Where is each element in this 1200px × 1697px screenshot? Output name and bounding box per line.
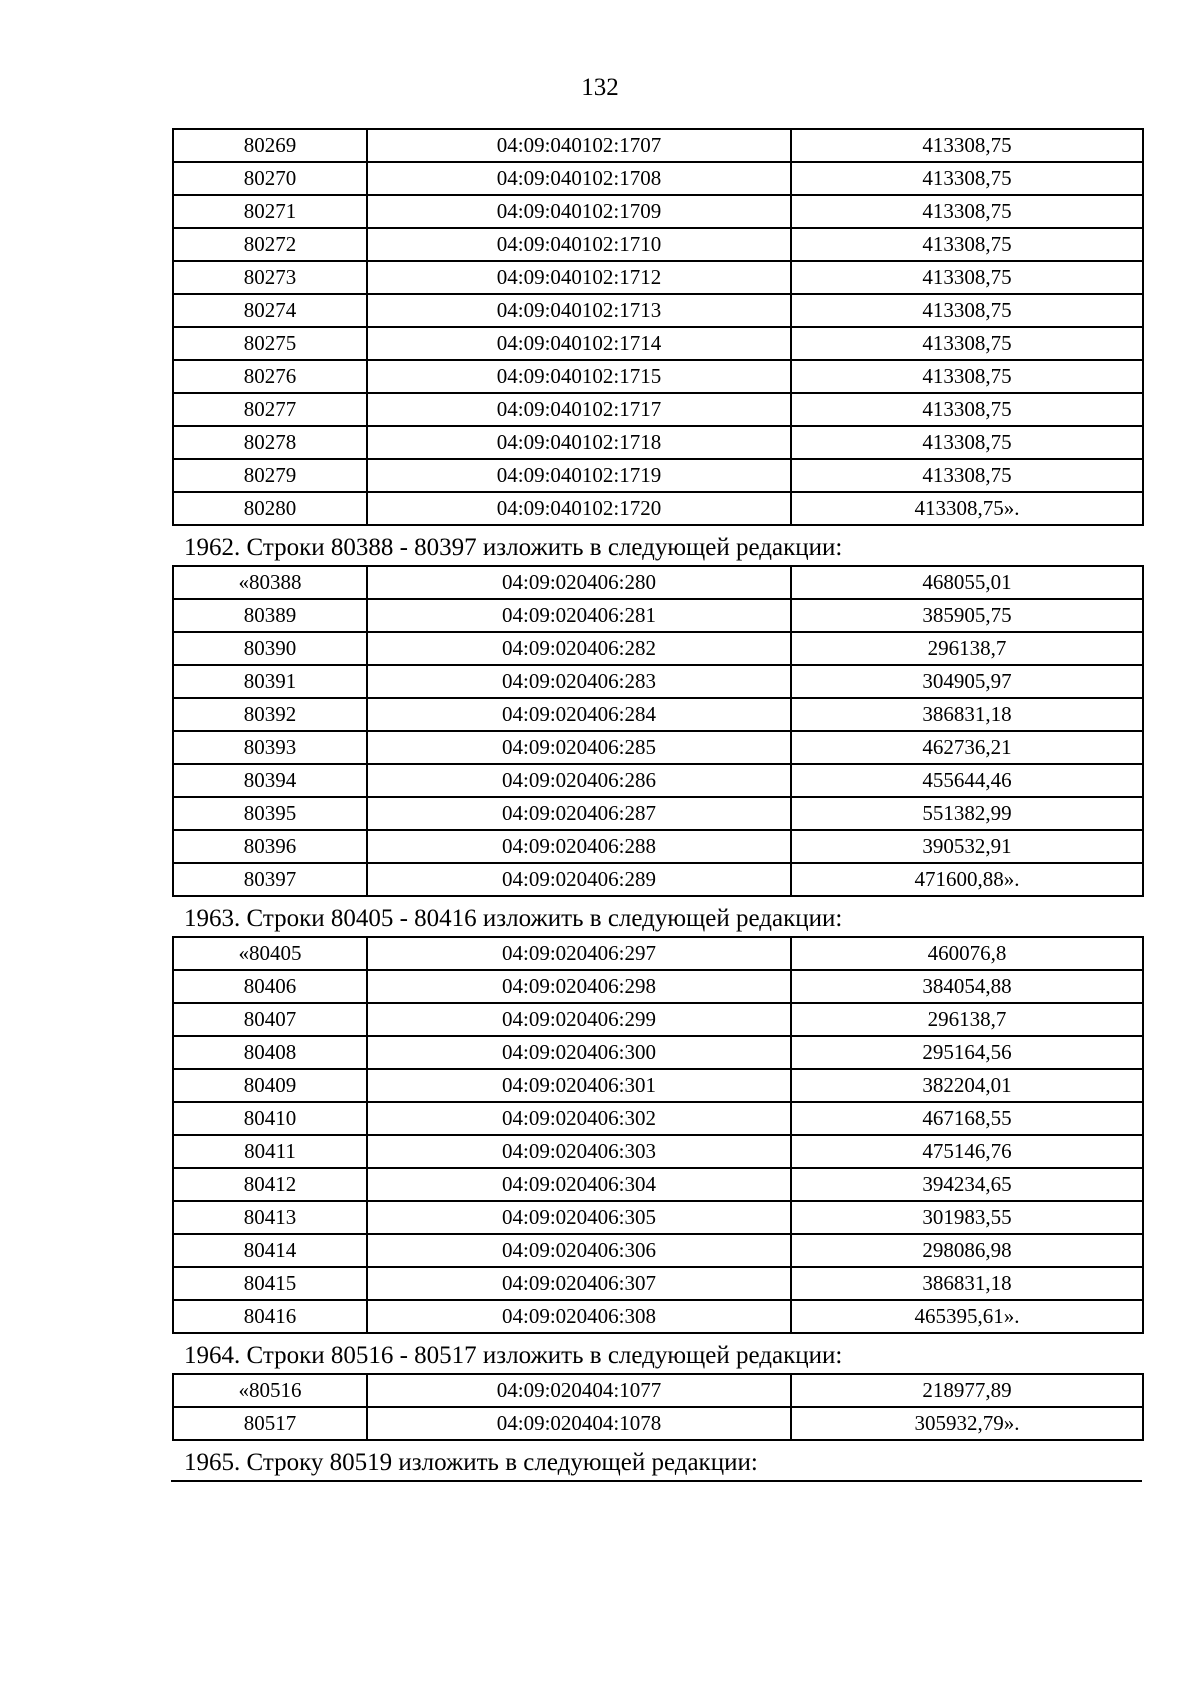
value-cell: 298086,98 [791, 1234, 1143, 1267]
table-row [173, 162, 1143, 195]
table-row [173, 698, 1143, 731]
data-table [172, 1373, 1144, 1441]
value-cell: 471600,88». [791, 863, 1143, 896]
row-number-cell: 80406 [173, 970, 367, 1003]
cadastral-number-cell: 04:09:020406:283 [367, 665, 791, 698]
value-cell: 301983,55 [791, 1201, 1143, 1234]
value-cell: 413308,75 [791, 294, 1143, 327]
cadastral-number-cell: 04:09:020406:282 [367, 632, 791, 665]
page-number: 132 [581, 74, 619, 101]
value-cell: 467168,55 [791, 1102, 1143, 1135]
table-row [173, 1102, 1143, 1135]
table-row [173, 797, 1143, 830]
row-number-cell: «80405 [173, 937, 367, 970]
row-number-cell: 80416 [173, 1300, 367, 1333]
value-cell: 295164,56 [791, 1036, 1143, 1069]
cadastral-number-cell: 04:09:040102:1710 [367, 228, 791, 261]
value-cell: 475146,76 [791, 1135, 1143, 1168]
row-number-cell: 80391 [173, 665, 367, 698]
row-number-cell: 80410 [173, 1102, 367, 1135]
cadastral-number-cell: 04:09:020406:305 [367, 1201, 791, 1234]
value-cell: 413308,75 [791, 228, 1143, 261]
table-row [173, 129, 1143, 162]
row-number-cell: 80415 [173, 1267, 367, 1300]
cadastral-number-cell: 04:09:020406:297 [367, 937, 791, 970]
cadastral-number-cell: 04:09:020406:306 [367, 1234, 791, 1267]
table-row [173, 937, 1143, 970]
table-row [173, 1407, 1143, 1440]
table-row [173, 1168, 1143, 1201]
row-number-cell: 80272 [173, 228, 367, 261]
row-number-cell: 80408 [173, 1036, 367, 1069]
row-number-cell: 80270 [173, 162, 367, 195]
table-row [173, 228, 1143, 261]
row-number-cell: 80414 [173, 1234, 367, 1267]
value-cell: 296138,7 [791, 1003, 1143, 1036]
value-cell: 413308,75 [791, 162, 1143, 195]
value-cell: 296138,7 [791, 632, 1143, 665]
table-row [173, 970, 1143, 1003]
table-row [173, 1300, 1143, 1333]
table-row [173, 492, 1143, 525]
section-heading: 1962. Строки 80388 - 80397 изложить в следующей редакции: [184, 534, 843, 561]
value-cell: 551382,99 [791, 797, 1143, 830]
row-number-cell: 80274 [173, 294, 367, 327]
cadastral-number-cell: 04:09:020406:289 [367, 863, 791, 896]
table-row [173, 294, 1143, 327]
value-cell: 386831,18 [791, 698, 1143, 731]
data-table [172, 128, 1144, 526]
table-row [173, 261, 1143, 294]
section-heading: 1965. Строку 80519 изложить в следующей редакции: [171, 1441, 1142, 1482]
value-cell: 413308,75 [791, 327, 1143, 360]
value-cell: 460076,8 [791, 937, 1143, 970]
table-row [173, 830, 1143, 863]
row-number-cell: 80269 [173, 129, 367, 162]
row-number-cell: 80409 [173, 1069, 367, 1102]
value-cell: 386831,18 [791, 1267, 1143, 1300]
row-number-cell: 80412 [173, 1168, 367, 1201]
value-cell: 390532,91 [791, 830, 1143, 863]
cadastral-number-cell: 04:09:020406:308 [367, 1300, 791, 1333]
cadastral-number-cell: 04:09:040102:1720 [367, 492, 791, 525]
row-number-cell: 80395 [173, 797, 367, 830]
cadastral-number-cell: 04:09:020406:304 [367, 1168, 791, 1201]
cadastral-number-cell: 04:09:040102:1708 [367, 162, 791, 195]
row-number-cell: 80389 [173, 599, 367, 632]
value-cell: 413308,75 [791, 129, 1143, 162]
row-number-cell: 80392 [173, 698, 367, 731]
value-cell: 218977,89 [791, 1374, 1143, 1407]
value-cell: 304905,97 [791, 665, 1143, 698]
row-number-cell: 80280 [173, 492, 367, 525]
table-row [173, 665, 1143, 698]
value-cell: 384054,88 [791, 970, 1143, 1003]
cadastral-number-cell: 04:09:020406:300 [367, 1036, 791, 1069]
table-row [173, 731, 1143, 764]
cadastral-number-cell: 04:09:040102:1717 [367, 393, 791, 426]
row-number-cell: 80275 [173, 327, 367, 360]
table-row [173, 1036, 1143, 1069]
table-row [173, 599, 1143, 632]
cadastral-number-cell: 04:09:020406:301 [367, 1069, 791, 1102]
table-row [173, 764, 1143, 797]
row-number-cell: 80271 [173, 195, 367, 228]
row-number-cell: 80393 [173, 731, 367, 764]
cadastral-number-cell: 04:09:040102:1714 [367, 327, 791, 360]
table-row [173, 1267, 1143, 1300]
row-number-cell: 80394 [173, 764, 367, 797]
row-number-cell: 80397 [173, 863, 367, 896]
cadastral-number-cell: 04:09:020406:288 [367, 830, 791, 863]
row-number-cell: 80407 [173, 1003, 367, 1036]
cadastral-number-cell: 04:09:020406:284 [367, 698, 791, 731]
table-row [173, 1003, 1143, 1036]
row-number-cell: «80388 [173, 566, 367, 599]
document-body [171, 128, 1142, 1482]
row-number-cell: 80279 [173, 459, 367, 492]
table-row [173, 327, 1143, 360]
cadastral-number-cell: 04:09:040102:1709 [367, 195, 791, 228]
section-heading: 1964. Строки 80516 - 80517 изложить в следующей редакции: [184, 1342, 843, 1369]
cadastral-number-cell: 04:09:040102:1707 [367, 129, 791, 162]
cadastral-number-cell: 04:09:020406:287 [367, 797, 791, 830]
table-row [173, 1201, 1143, 1234]
value-cell: 413308,75 [791, 360, 1143, 393]
value-cell: 382204,01 [791, 1069, 1143, 1102]
cadastral-number-cell: 04:09:020404:1078 [367, 1407, 791, 1440]
value-cell: 413308,75 [791, 459, 1143, 492]
cadastral-number-cell: 04:09:020406:302 [367, 1102, 791, 1135]
section-heading: 1963. Строки 80405 - 80416 изложить в следующей редакции: [184, 905, 843, 932]
cadastral-number-cell: 04:09:040102:1715 [367, 360, 791, 393]
value-cell: 413308,75 [791, 261, 1143, 294]
value-cell: 413308,75 [791, 426, 1143, 459]
cadastral-number-cell: 04:09:020406:307 [367, 1267, 791, 1300]
table-row [173, 195, 1143, 228]
value-cell: 413308,75». [791, 492, 1143, 525]
value-cell: 462736,21 [791, 731, 1143, 764]
value-cell: 305932,79». [791, 1407, 1143, 1440]
table-row [173, 863, 1143, 896]
cadastral-number-cell: 04:09:020406:303 [367, 1135, 791, 1168]
row-number-cell: 80411 [173, 1135, 367, 1168]
table-row [173, 1234, 1143, 1267]
cadastral-number-cell: 04:09:040102:1718 [367, 426, 791, 459]
cadastral-number-cell: 04:09:020406:280 [367, 566, 791, 599]
cadastral-number-cell: 04:09:040102:1713 [367, 294, 791, 327]
cadastral-number-cell: 04:09:020406:298 [367, 970, 791, 1003]
cadastral-number-cell: 04:09:020406:299 [367, 1003, 791, 1036]
data-table [172, 936, 1144, 1334]
table-row [173, 393, 1143, 426]
row-number-cell: 80276 [173, 360, 367, 393]
row-number-cell: 80413 [173, 1201, 367, 1234]
table-row [173, 1374, 1143, 1407]
cadastral-number-cell: 04:09:040102:1712 [367, 261, 791, 294]
value-cell: 465395,61». [791, 1300, 1143, 1333]
row-number-cell: 80278 [173, 426, 367, 459]
cadastral-number-cell: 04:09:020406:281 [367, 599, 791, 632]
table-row [173, 360, 1143, 393]
row-number-cell: 80396 [173, 830, 367, 863]
table-row [173, 1135, 1143, 1168]
table-row [173, 632, 1143, 665]
table-row [173, 1069, 1143, 1102]
value-cell: 413308,75 [791, 195, 1143, 228]
value-cell: 394234,65 [791, 1168, 1143, 1201]
cadastral-number-cell: 04:09:040102:1719 [367, 459, 791, 492]
row-number-cell: 80517 [173, 1407, 367, 1440]
row-number-cell: 80277 [173, 393, 367, 426]
value-cell: 385905,75 [791, 599, 1143, 632]
value-cell: 413308,75 [791, 393, 1143, 426]
value-cell: 455644,46 [791, 764, 1143, 797]
cadastral-number-cell: 04:09:020406:285 [367, 731, 791, 764]
table-row [173, 426, 1143, 459]
cadastral-number-cell: 04:09:020406:286 [367, 764, 791, 797]
cadastral-number-cell: 04:09:020404:1077 [367, 1374, 791, 1407]
table-row [173, 566, 1143, 599]
row-number-cell: «80516 [173, 1374, 367, 1407]
row-number-cell: 80273 [173, 261, 367, 294]
data-table [172, 565, 1144, 897]
table-row [173, 459, 1143, 492]
row-number-cell: 80390 [173, 632, 367, 665]
value-cell: 468055,01 [791, 566, 1143, 599]
